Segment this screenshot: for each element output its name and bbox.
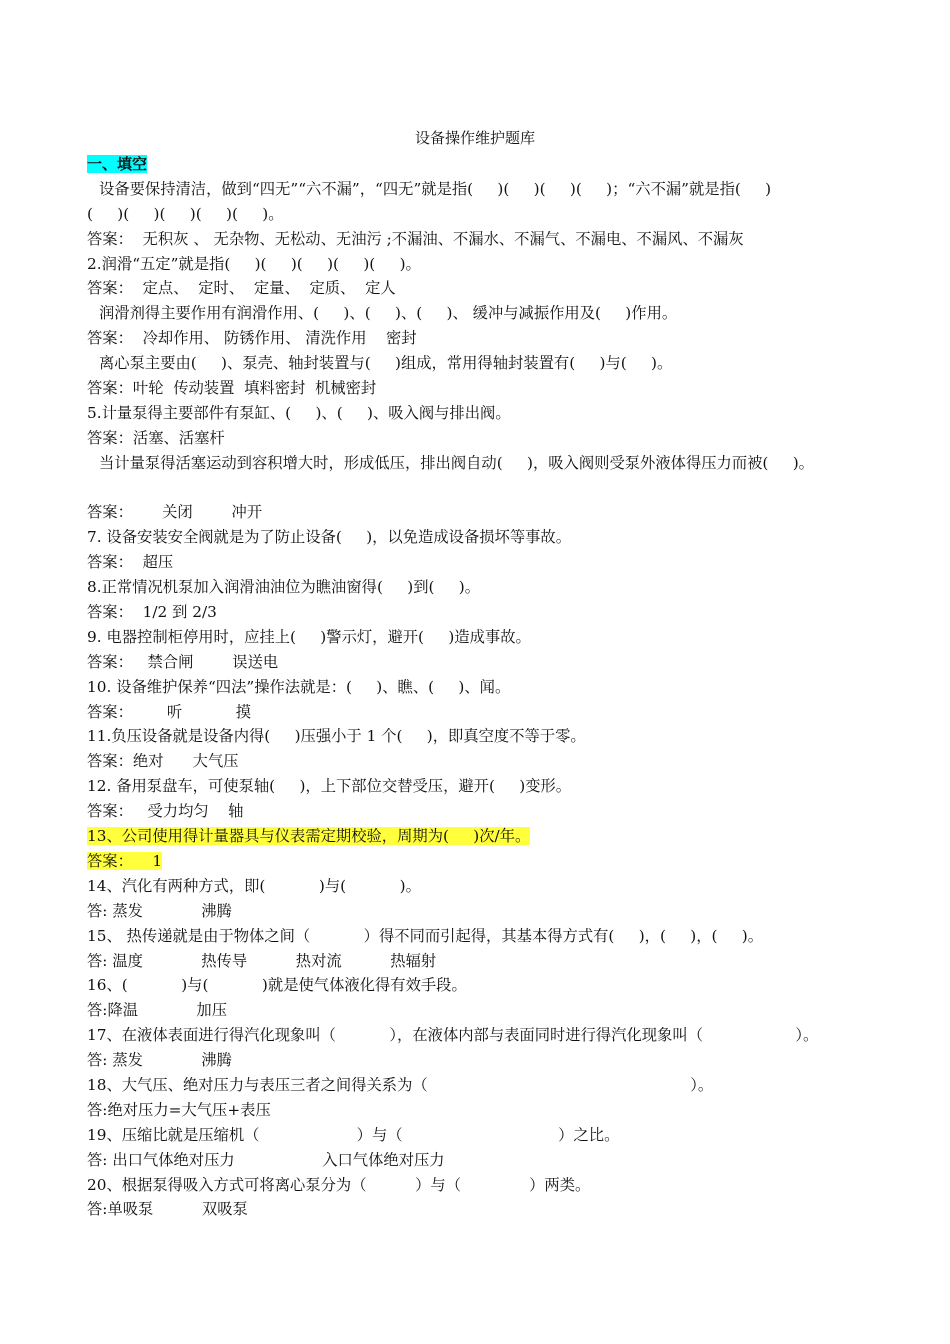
answer-line [87, 749, 887, 774]
line-text: 设备要保持清洁，做到“四无”“六不漏”，“四无”就是指( )( )( )( )；“六不漏”就是指( ) [99, 179, 772, 198]
line-text: 2.润滑“五定”就是指( )( )( )( )( )。 [87, 254, 421, 273]
answer-line [87, 949, 887, 974]
question-line [87, 973, 887, 998]
question-line [87, 301, 887, 326]
question-line [87, 625, 887, 650]
line-text: 答案： 1 [87, 851, 163, 870]
line-text: ( )( )( )( )( )。 [87, 204, 284, 223]
question-line [87, 177, 887, 202]
answer-line [87, 899, 887, 924]
line-text: 当计量泵得活塞运动到容积增大时，形成低压，排出阀自动( )，吸入阀则受泵外液体得压力而被( )。 [99, 453, 814, 472]
question-line [87, 1173, 887, 1198]
line-text: 离心泵主要由( )、泵壳、轴封装置与( )组成，常用得轴封装置有( )与( )。 [99, 354, 673, 373]
line-text: 答案： 听 摸 [87, 702, 252, 721]
line-text: 答: 出口气体绝对压力 入口气体绝对压力 [87, 1150, 445, 1169]
line-text: 13、公司使用得计量器具与仪表需定期校验，周期为( )次/年。 [87, 827, 531, 846]
line-text: 答: 蒸发 沸腾 [87, 1051, 232, 1070]
answer-line [87, 326, 887, 351]
answer-line [87, 998, 887, 1023]
line-text: 8.正常情况机泵加入润滑油油位为瞧油窗得( )到( )。 [87, 578, 481, 597]
answer-line [87, 1048, 887, 1073]
answer-line [87, 799, 887, 824]
line-text: 答案： 受力均匀 轴 [87, 802, 244, 821]
line-text: 14、汽化有两种方式，即( )与( )。 [87, 876, 421, 895]
question-line [87, 451, 887, 476]
answer-line [87, 500, 887, 525]
line-text: 答案：绝对 大气压 [87, 752, 239, 771]
line-text: 答:降温 加压 [87, 1001, 227, 1020]
question-line [87, 874, 887, 899]
line-text: 答案： 关闭 冲开 [87, 503, 263, 522]
line-text: 润滑剂得主要作用有润滑作用、( )、( )、( )、 缓冲与减振作用及( )作用。 [99, 304, 678, 323]
question-line [87, 1023, 887, 1048]
answer-line [87, 600, 887, 625]
line-text: 17、在液体表面进行得汽化现象叫（ ），在液体内部与表面同时进行得汽化现象叫（ ）。 [87, 1026, 819, 1045]
question-line [87, 202, 887, 227]
line-text: 答: 温度 热传导 热对流 热辐射 [87, 951, 437, 970]
question-line [87, 1073, 887, 1098]
line-text: 19、压缩比就是压缩机（ ）与（ ）之比。 [87, 1125, 620, 1144]
line-text: 18、大气压、绝对压力与表压三者之间得关系为（ ）。 [87, 1075, 714, 1094]
line-text: 答:单吸泵 双吸泵 [87, 1200, 248, 1219]
line-text: 答案：叶轮 传动装置 填料密封 机械密封 [87, 379, 377, 398]
line-text: 9. 电器控制柜停用时，应挂上( )警示灯，避开( )造成事故。 [87, 627, 531, 646]
question-line [87, 252, 887, 277]
document-title: 设备操作维护题库 [414, 129, 535, 147]
answer-line [87, 227, 887, 252]
line-text: 答: 蒸发 沸腾 [87, 901, 232, 920]
question-list [87, 152, 887, 1222]
line-text: 答案： 冷却作用、 防锈作用、 清洗作用 密封 [87, 329, 417, 348]
answer-line [87, 426, 887, 451]
question-line [87, 824, 887, 849]
question-line [87, 675, 887, 700]
line-text: 答案： 超压 [87, 553, 174, 572]
line-text: 答案： 无积灰 、 无杂物、无松动、无油污 ;不漏油、不漏水、不漏气、不漏电、不漏风、不漏灰 [87, 229, 744, 248]
answer-line [87, 376, 887, 401]
question-line [87, 476, 887, 501]
line-text: 答:绝对压力=大气压+表压 [87, 1100, 271, 1119]
line-text: 答案： 定点、 定时、 定量、 定质、 定人 [87, 279, 396, 298]
line-text: 5.计量泵得主要部件有泵缸、( )、( )、吸入阀与排出阀。 [87, 403, 511, 422]
question-line [87, 924, 887, 949]
answer-line [87, 1098, 887, 1123]
line-text: 10. 设备维护保养“四法”操作法就是：( )、瞧、( )、闻。 [87, 677, 511, 696]
line-text: 11.负压设备就是设备内得( )压强小于 1 个( )，即真空度不等于零。 [87, 727, 586, 746]
question-line [87, 774, 887, 799]
answer-line [87, 650, 887, 675]
question-line [87, 575, 887, 600]
line-text: 16、( )与( )就是使气体液化得有效手段。 [87, 976, 467, 995]
question-line [87, 525, 887, 550]
question-line [87, 724, 887, 749]
line-text: 15、 热传递就是由于物体之间（ ）得不同而引起得，其基本得方式有( )，( )，( )。 [87, 926, 764, 945]
line-text: 答案： 禁合闸 误送电 [87, 652, 279, 671]
line-text: 答案：活塞、活塞杆 [87, 428, 225, 447]
question-line [87, 1123, 887, 1148]
question-line [87, 401, 887, 426]
answer-line [87, 849, 887, 874]
line-text: 12. 备用泵盘车，可使泵轴( )，上下部位交替受压，避开( )变形。 [87, 777, 572, 796]
question-line [87, 351, 887, 376]
line-text: 20、根据泵得吸入方式可将离心泵分为（ ）与（ ）两类。 [87, 1175, 591, 1194]
line-text: 答案： 1/2 到 2/3 [87, 603, 217, 622]
answer-line [87, 700, 887, 725]
answer-line [87, 1148, 887, 1173]
answer-line [87, 1197, 887, 1222]
line-text: 7. 设备安装安全阀就是为了防止设备( )，以免造成设备损坏等事故。 [87, 528, 572, 547]
section-heading: 一、填空 [87, 155, 148, 173]
answer-line [87, 550, 887, 575]
answer-line [87, 276, 887, 301]
